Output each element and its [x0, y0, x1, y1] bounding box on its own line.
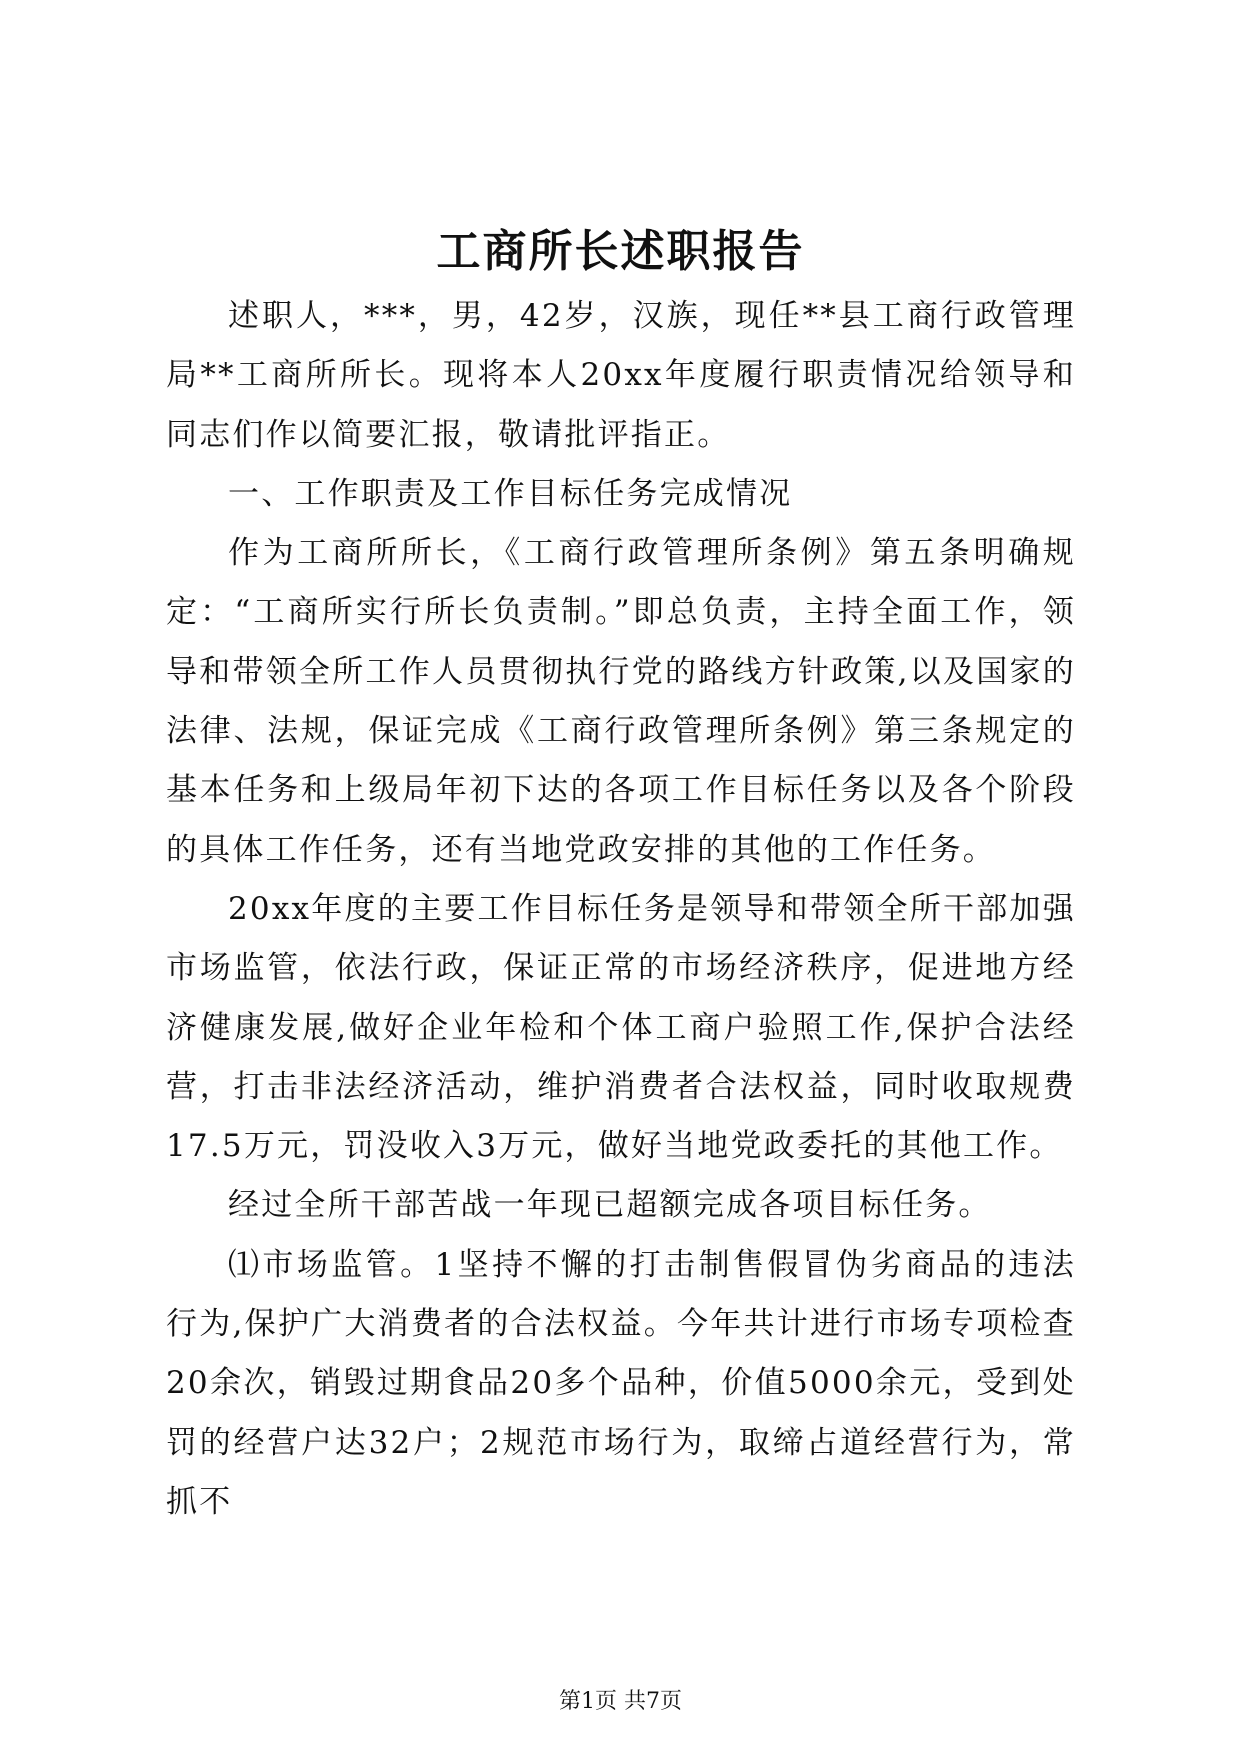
paragraph-annual-goals: 20xx年度的主要工作目标任务是领导和带领全所干部加强市场监管，依法行政，保证正常的市场经济秩序，促进地方经济健康发展,做好企业年检和个体工商户验照工作,保护合法经营，打击非法经济活动，维护消费者合法权益，同时收取规费17.5万元，罚没收入3万元，做好当地党政委托的其他工作。	[166, 890, 1076, 1165]
paragraph-intro: 述职人，***，男，42岁，汉族，现任**县工商行政管理局**工商所所长。现将本人20xx年度履行职责情况给领导和同志们作以简要汇报，敬请批评指正。	[166, 298, 1076, 453]
document-body	[166, 287, 1076, 1532]
paragraph-duties: 作为工商所所长，《工商行政管理所条例》第五条明确规定：“工商所实行所长负责制。”即总负责，主持全面工作，领导和带领全所工作人员贯彻执行党的路线方针政策,以及国家的法律、法规，保证完成《工商行政管理所条例》第三条规定的基本任务和上级局年初下达的各项工作目标任务以及各个阶段的具体工作任务，还有当地党政安排的其他的工作任务。	[166, 535, 1076, 868]
paragraph-market-supervision: ⑴市场监管。1坚持不懈的打击制售假冒伪劣商品的违法行为,保护广大消费者的合法权益。今年共计进行市场专项检查20余次，销毁过期食品20多个品种，价值5000余元，受到处罚的经营户达32户；2规范市场行为，取缔占道经营行为，常抓不	[166, 1246, 1076, 1520]
paragraph-completion: 经过全所干部苦战一年现已超额完成各项目标任务。	[228, 1187, 992, 1224]
document-title: 工商所长述职报告	[436, 226, 805, 277]
page-footer: 第1页 共7页	[559, 1689, 682, 1714]
section-heading-duties: 一、工作职责及工作目标任务完成情况	[228, 475, 793, 512]
